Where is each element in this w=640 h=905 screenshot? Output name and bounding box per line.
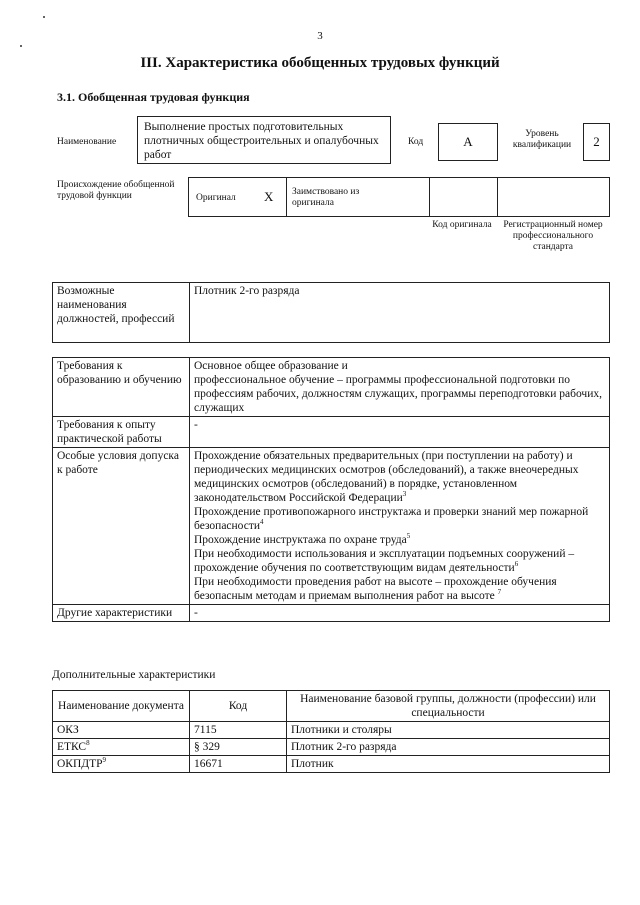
positions-value: Плотник 2-го разряда bbox=[190, 283, 610, 343]
footnote-ref: 4 bbox=[260, 518, 264, 527]
doc-name: ОКЗ bbox=[57, 724, 79, 736]
footnote-ref: 8 bbox=[86, 739, 90, 748]
additional-title: Дополнительные характеристики bbox=[52, 669, 216, 681]
doc-name: ЕТКС bbox=[57, 741, 87, 753]
scan-speck bbox=[43, 16, 45, 18]
other-value: - bbox=[190, 605, 610, 622]
footnote-ref: 6 bbox=[514, 560, 519, 569]
positions-table bbox=[52, 282, 610, 343]
table-row bbox=[53, 739, 610, 756]
level-label: Уровень квалификации bbox=[512, 129, 572, 150]
additional-table bbox=[52, 690, 610, 773]
education-line: Основное общее образование и bbox=[194, 360, 348, 372]
doc-name: ОКПДТР bbox=[57, 758, 103, 770]
footnote-ref: 3 bbox=[402, 490, 407, 499]
education-label: Требования к образованию и обучению bbox=[53, 358, 190, 417]
doc-group: Плотник 2-го разряда bbox=[287, 739, 610, 756]
table-row bbox=[53, 722, 610, 739]
name-label: Наименование bbox=[57, 137, 117, 147]
experience-label: Требования к опыту практической работы bbox=[53, 417, 190, 448]
function-name-box bbox=[137, 116, 391, 164]
condition-item: При необходимости проведения работ на высоте – прохождение обучения безопасным методам и приемам выполнения работ на высоте $^7$ bbox=[194, 576, 557, 602]
experience-value: - bbox=[190, 417, 610, 448]
doc-group: Плотник bbox=[287, 756, 610, 773]
origin-row bbox=[188, 177, 610, 217]
condition-item: Прохождение инструктажа по охране труда$^5$ bbox=[194, 532, 411, 546]
function-name: Выполнение простых подготовительных плотничных общестроительных и опалубочных работ bbox=[144, 121, 379, 161]
other-label: Другие характеристики bbox=[53, 605, 190, 622]
origin-label: Происхождение обобщенной трудовой функции bbox=[57, 180, 175, 201]
header-code: Код bbox=[190, 691, 287, 722]
condition-item: Прохождение противопожарного инструктажа и проверки знаний мер пожарной безопасности$^4$ bbox=[194, 506, 589, 532]
table-row bbox=[53, 756, 610, 773]
doc-code: 7115 bbox=[190, 722, 287, 739]
borrowed-label: Заимствовано из оригинала bbox=[292, 187, 360, 208]
subsection-title: 3.1. Обобщенная трудовая функция bbox=[57, 90, 250, 104]
header-group: Наименование базовой группы, должности (профессии) или специальности bbox=[287, 691, 610, 722]
reg-number-caption: Регистрационный номер профессионального стандарта bbox=[503, 220, 603, 252]
footnote-ref: 9 bbox=[102, 756, 107, 765]
original-mark: Х bbox=[264, 189, 274, 204]
requirements-table bbox=[52, 357, 610, 622]
doc-code: § 329 bbox=[190, 739, 287, 756]
footnote-ref: 7 bbox=[497, 588, 502, 597]
condition-item: Прохождение обязательных предварительных (при поступлении на работу) и периодических медицинских осмотров (обследований), а также внеочередных медицинских осмотров (обследований) в порядке, установленном законодательством Российской Федерации$^3$ bbox=[194, 450, 579, 504]
original-label: Оригинал bbox=[196, 193, 236, 203]
section-title: III. Характеристика обобщенных трудовых функций bbox=[140, 55, 500, 71]
doc-code: 16671 bbox=[190, 756, 287, 773]
scan-speck bbox=[20, 45, 22, 47]
condition-item: При необходимости использования и эксплуатации подъемных сооружений – прохождение обучения по соответствующим видам деятельности$^6$ bbox=[194, 548, 575, 574]
code-label: Код bbox=[408, 137, 424, 147]
page-number: 3 bbox=[317, 30, 323, 42]
doc-group: Плотники и столяры bbox=[287, 722, 610, 739]
code-value: А bbox=[463, 134, 473, 149]
footnote-ref: 5 bbox=[406, 532, 411, 541]
header-document: Наименование документа bbox=[53, 691, 190, 722]
level-value: 2 bbox=[593, 134, 600, 149]
positions-label: Возможные наименования должностей, профессий bbox=[53, 283, 190, 343]
code-original-caption: Код оригинала bbox=[432, 220, 492, 230]
education-line: профессиональное обучение – программы профессиональной подготовки по профессиям рабочих, должностям служащих, программы переподготовки рабочих, служащих bbox=[194, 374, 602, 414]
level-box bbox=[583, 123, 610, 161]
special-conditions-label: Особые условия допуска к работе bbox=[53, 448, 190, 605]
code-box bbox=[438, 123, 498, 161]
